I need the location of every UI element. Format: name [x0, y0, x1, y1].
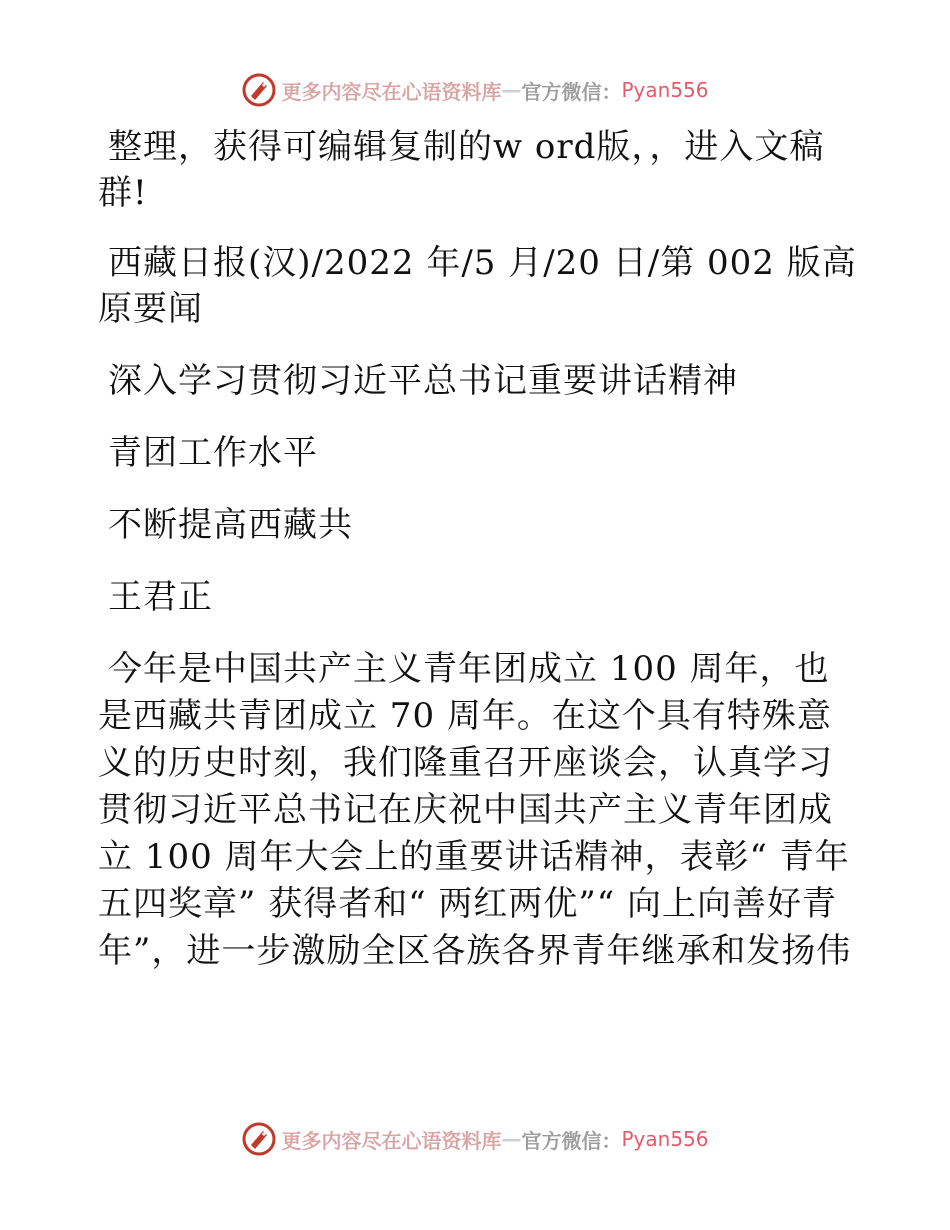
watermark-separator: —	[501, 1127, 522, 1151]
body-paragraph: 今年是中国共产主义青年团成立 100 周年，也是西藏共青团成立 70 周年。在这个具有特殊意义的历史时刻，我们隆重召开座谈会，认真学习贯彻习近平总书记在庆祝中国共产主义青年团成立 100 周年大会上的重要讲话精神，表彰“ 青年五四奖章” 获得者和“ 两红两优”“ 向上向善好青年”，进一步激励全区各族各界青年继承和发扬伟	[98, 649, 852, 971]
pen-nib-logo-icon	[241, 72, 277, 108]
footer-watermark	[0, 1121, 950, 1157]
headline-line-2: 青团工作水平	[108, 433, 318, 473]
watermark-site-text: 更多内容尽在心语资料库	[281, 79, 502, 104]
document-body	[98, 124, 858, 975]
watermark-label: 官方微信：	[521, 1128, 622, 1153]
headline-line-1: 深入学习贯彻习近平总书记重要讲话精神	[108, 361, 738, 401]
watermark-wechat-id: Pyan556	[621, 78, 709, 102]
watermark-separator: —	[501, 78, 522, 102]
author-line: 王君正	[108, 577, 213, 617]
source-line: 西藏日报(汉)/2022 年/5 月/20 日/第 002 版高原要闻	[98, 243, 857, 329]
pen-nib-logo-icon	[241, 1121, 277, 1157]
headline-line-3: 不断提高西藏共	[108, 505, 353, 545]
intro-paragraph: 整理，获得可编辑复制的w ord版，，进入文稿群!	[98, 127, 825, 213]
watermark-label: 官方微信：	[521, 79, 622, 104]
header-watermark	[0, 72, 950, 108]
watermark-site-text: 更多内容尽在心语资料库	[281, 1128, 502, 1153]
watermark-wechat-id: Pyan556	[621, 1127, 709, 1151]
